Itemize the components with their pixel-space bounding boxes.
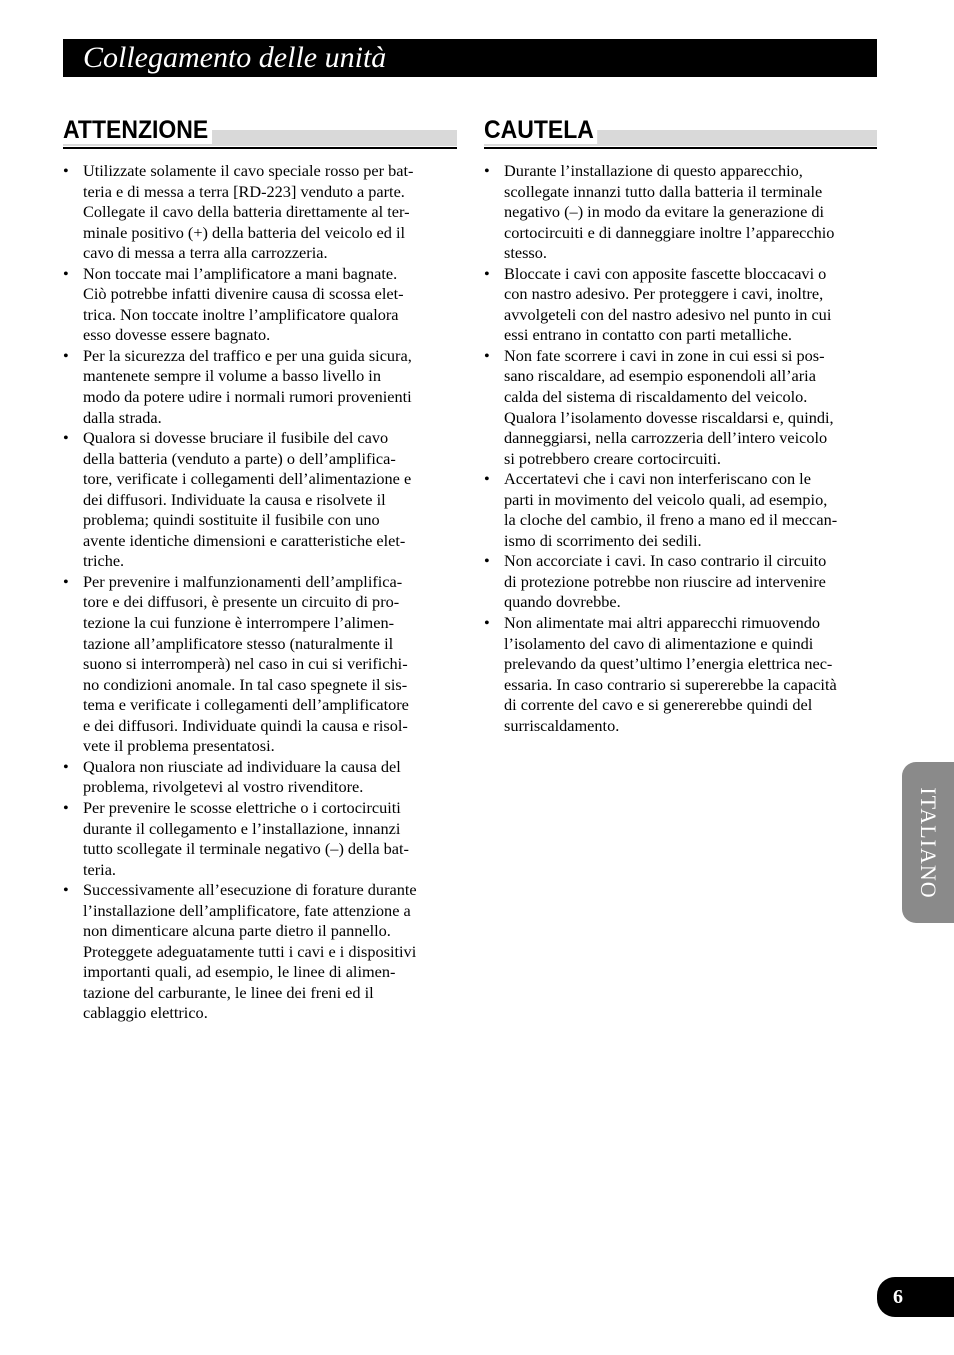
bullet-icon: • — [63, 880, 69, 900]
list-item-line: Proteggete adeguatamente tutti i cavi e i dispositivi — [83, 941, 417, 961]
list-item-line: Ciò potrebbe infatti divenire causa di scossa elet- — [83, 284, 404, 304]
bullet-icon: • — [484, 161, 490, 180]
list-item-line: l’installazione dell’amplificatore, fate attenzione a — [83, 900, 411, 920]
list-item-line: di corrente del cavo e si genererebbe quindi del — [504, 695, 813, 715]
list-item — [63, 798, 457, 880]
list-item-line: non dimenticare alcuna parte dietro il pannello. — [83, 921, 391, 941]
list-item-line: no condizioni anomale. In tal caso spegnete il sis- — [83, 674, 408, 694]
bullet-icon: • — [63, 571, 69, 591]
bullet-icon: • — [484, 551, 490, 571]
list-item-line: sano riscaldare, ad esempio esponendoli all’aria — [504, 366, 816, 386]
list-item-line: vete il problema presentatosi. — [83, 736, 275, 756]
list-item-line: Qualora l’isolamento dovesse riscaldarsi e, quindi, — [504, 407, 834, 427]
attenzione-section — [63, 112, 457, 1024]
list-item-line: tore, verificate i collegamenti dell’alimentazione e — [83, 469, 412, 489]
list-item-line: danneggiarsi, nella carrozzeria dell’intero veicolo — [504, 428, 828, 448]
cautela-heading — [484, 112, 877, 149]
list-item-line: negativo (–) in modo da evitare la generazione di — [504, 202, 825, 222]
list-item-line: di protezione potrebbe non riuscire ad intervenire — [504, 571, 826, 591]
list-item-line: Qualora non riusciate ad individuare la causa del — [83, 756, 401, 776]
list-item-line: avvolgeteli con del nastro adesivo nel punto in cui — [504, 304, 832, 324]
list-item-line: Non accorciate i cavi. In caso contrario il circuito — [504, 551, 827, 571]
list-item-line: durante il collegamento e l’installazione, innanzi — [83, 818, 401, 838]
list-item-line: importanti quali, ad esempio, le linee di alimen- — [83, 962, 396, 982]
list-item — [484, 469, 877, 551]
list-item-line: stesso. — [504, 243, 547, 263]
language-tab — [902, 762, 954, 923]
list-item — [484, 161, 877, 264]
list-item-line: essi entrano in contatto con parti metalliche. — [504, 325, 792, 345]
list-item-line: tezione la cui funzione è interrompere l’alimen- — [83, 613, 395, 633]
list-item-line: la cloche del cambio, il freno a mano ed il meccan- — [504, 510, 838, 530]
list-item — [484, 346, 877, 469]
bullet-icon: • — [63, 345, 69, 365]
bullet-icon: • — [484, 469, 490, 489]
list-item-line: parti in movimento del veicolo quali, ad esempio, — [504, 489, 828, 509]
list-item-line: quando dovrebbe. — [504, 592, 621, 612]
list-item-line: Non alimentate mai altri apparecchi rimuovendo — [504, 613, 821, 633]
list-item-line: prelevando da quest’ultimo l’energia elettrica nec- — [504, 654, 833, 674]
bullet-icon: • — [63, 797, 69, 817]
list-item-line: suono si interromperà) nel caso in cui si verifichi- — [83, 654, 408, 674]
list-item-line: esso dovesse essere bagnato. — [83, 325, 271, 345]
list-item — [63, 264, 457, 346]
list-item-line: calda del sistema di riscaldamento del veicolo. — [504, 387, 808, 407]
page-number-tab — [877, 1277, 954, 1317]
list-item — [63, 880, 457, 1024]
page-number: 6 — [893, 1286, 903, 1308]
list-item-line: della batteria (venduto a parte) o dell’amplifica- — [83, 448, 396, 468]
list-item-line: Per prevenire le scosse elettriche o i cortocircuiti — [83, 797, 401, 817]
list-item-line: triche. — [83, 551, 125, 571]
bullet-icon: • — [63, 428, 69, 448]
list-item-line: con nastro adesivo. Per proteggere i cavi, inoltre, — [504, 284, 824, 304]
list-item-line: Bloccate i cavi con apposite fascette bloccacavi o — [504, 263, 827, 283]
bullet-icon: • — [484, 263, 490, 283]
list-item-line: tema e verificate i collegamenti dell’amplificatore — [83, 695, 409, 715]
list-item-line: avente identiche dimensioni e caratteristiche elet- — [83, 530, 406, 550]
list-item-line: l’isolamento del cavo di alimentazione e quindi — [504, 633, 814, 653]
list-item-line: Per la sicurezza del traffico e per una guida sicura, — [83, 345, 412, 365]
cautela-heading-text: CAUTELA — [484, 116, 598, 144]
list-item — [484, 613, 877, 736]
list-item-line: problema; quindi sostituite il fusibile con uno — [83, 510, 380, 530]
list-item-line: mantenete sempre il volume a basso livello in — [83, 366, 381, 386]
bullet-icon: • — [63, 161, 69, 180]
list-item-line: Durante l’installazione di questo apparecchio, — [504, 161, 803, 180]
bullet-icon: • — [63, 263, 69, 283]
list-item-line: Utilizzate solamente il cavo speciale rosso per bat- — [83, 161, 414, 180]
attenzione-heading — [63, 112, 457, 149]
list-item-line: trica. Non toccate inoltre l’amplificatore qualora — [83, 304, 399, 324]
list-item-line: problema, rivolgetevi al vostro rivenditore. — [83, 777, 364, 797]
language-tab-label: ITALIANO — [916, 786, 941, 899]
list-item — [484, 264, 877, 346]
cautela-section — [484, 112, 877, 736]
list-item-line: modo da potere udire i normali rumori provenienti — [83, 387, 412, 407]
list-item-line: dalla strada. — [83, 407, 162, 427]
bullet-icon: • — [63, 756, 69, 776]
list-item-line: scollegate innanzi tutto dalla batteria il terminale — [504, 181, 823, 201]
page-title: Collegamento delle unità — [83, 41, 387, 74]
list-item-line: tutto scollegate il terminale negativo (–) della bat- — [83, 839, 409, 859]
list-item-line: tazione del carburante, le linee dei freni ed il — [83, 982, 374, 1002]
list-item — [63, 428, 457, 572]
list-item-line: teria e di messa a terra [RD-223] venduto a parte. — [83, 181, 405, 201]
list-item-line: cavo di messa a terra alla carrozzeria. — [83, 243, 328, 263]
list-item — [63, 346, 457, 428]
list-item-line: teria. — [83, 859, 116, 879]
list-item — [63, 757, 457, 798]
page-title-bar — [63, 39, 877, 77]
list-item-line: Non fate scorrere i cavi in zone in cui essi si pos- — [504, 345, 825, 365]
list-item-line: Qualora si dovesse bruciare il fusibile del cavo — [83, 428, 389, 448]
list-item-line: Collegate il cavo della batteria direttamente al ter- — [83, 202, 410, 222]
list-item-line: dei diffusori. Individuate la causa e risolvete il — [83, 489, 386, 509]
attenzione-heading-text: ATTENZIONE — [63, 116, 212, 144]
cautela-list — [484, 161, 877, 736]
list-item-line: cablaggio elettrico. — [83, 1003, 208, 1023]
list-item-line: tazione all’amplificatore stesso (naturalmente il — [83, 633, 394, 653]
list-item-line: cortocircuiti e di danneggiare inoltre l’apparecchio — [504, 222, 835, 242]
list-item-line: tore e dei diffusori, è presente un circuito di pro- — [83, 592, 400, 612]
list-item — [63, 572, 457, 757]
list-item-line: Non toccate mai l’amplificatore a mani bagnate. — [83, 263, 398, 283]
list-item-line: e dei diffusori. Individuate quindi la causa e risol- — [83, 715, 408, 735]
list-item-line: si potrebbero creare cortocircuiti. — [504, 448, 721, 468]
list-item-line: Successivamente all’esecuzione di forature durante — [83, 880, 417, 900]
list-item — [484, 551, 877, 613]
list-item-line: minale positivo (+) della batteria del veicolo ed il — [83, 222, 406, 242]
list-item-line: surriscaldamento. — [504, 715, 620, 735]
list-item-line: Accertatevi che i cavi non interferiscano con le — [504, 469, 811, 489]
attenzione-list — [63, 161, 457, 1024]
list-item-line: Per prevenire i malfunzionamenti dell’amplifica- — [83, 571, 403, 591]
list-item-line: essaria. In caso contrario si supererebbe la capacità — [504, 674, 837, 694]
bullet-icon: • — [484, 613, 490, 633]
bullet-icon: • — [484, 345, 490, 365]
list-item-line: ismo di scorrimento dei sedili. — [504, 530, 702, 550]
list-item — [63, 161, 457, 264]
